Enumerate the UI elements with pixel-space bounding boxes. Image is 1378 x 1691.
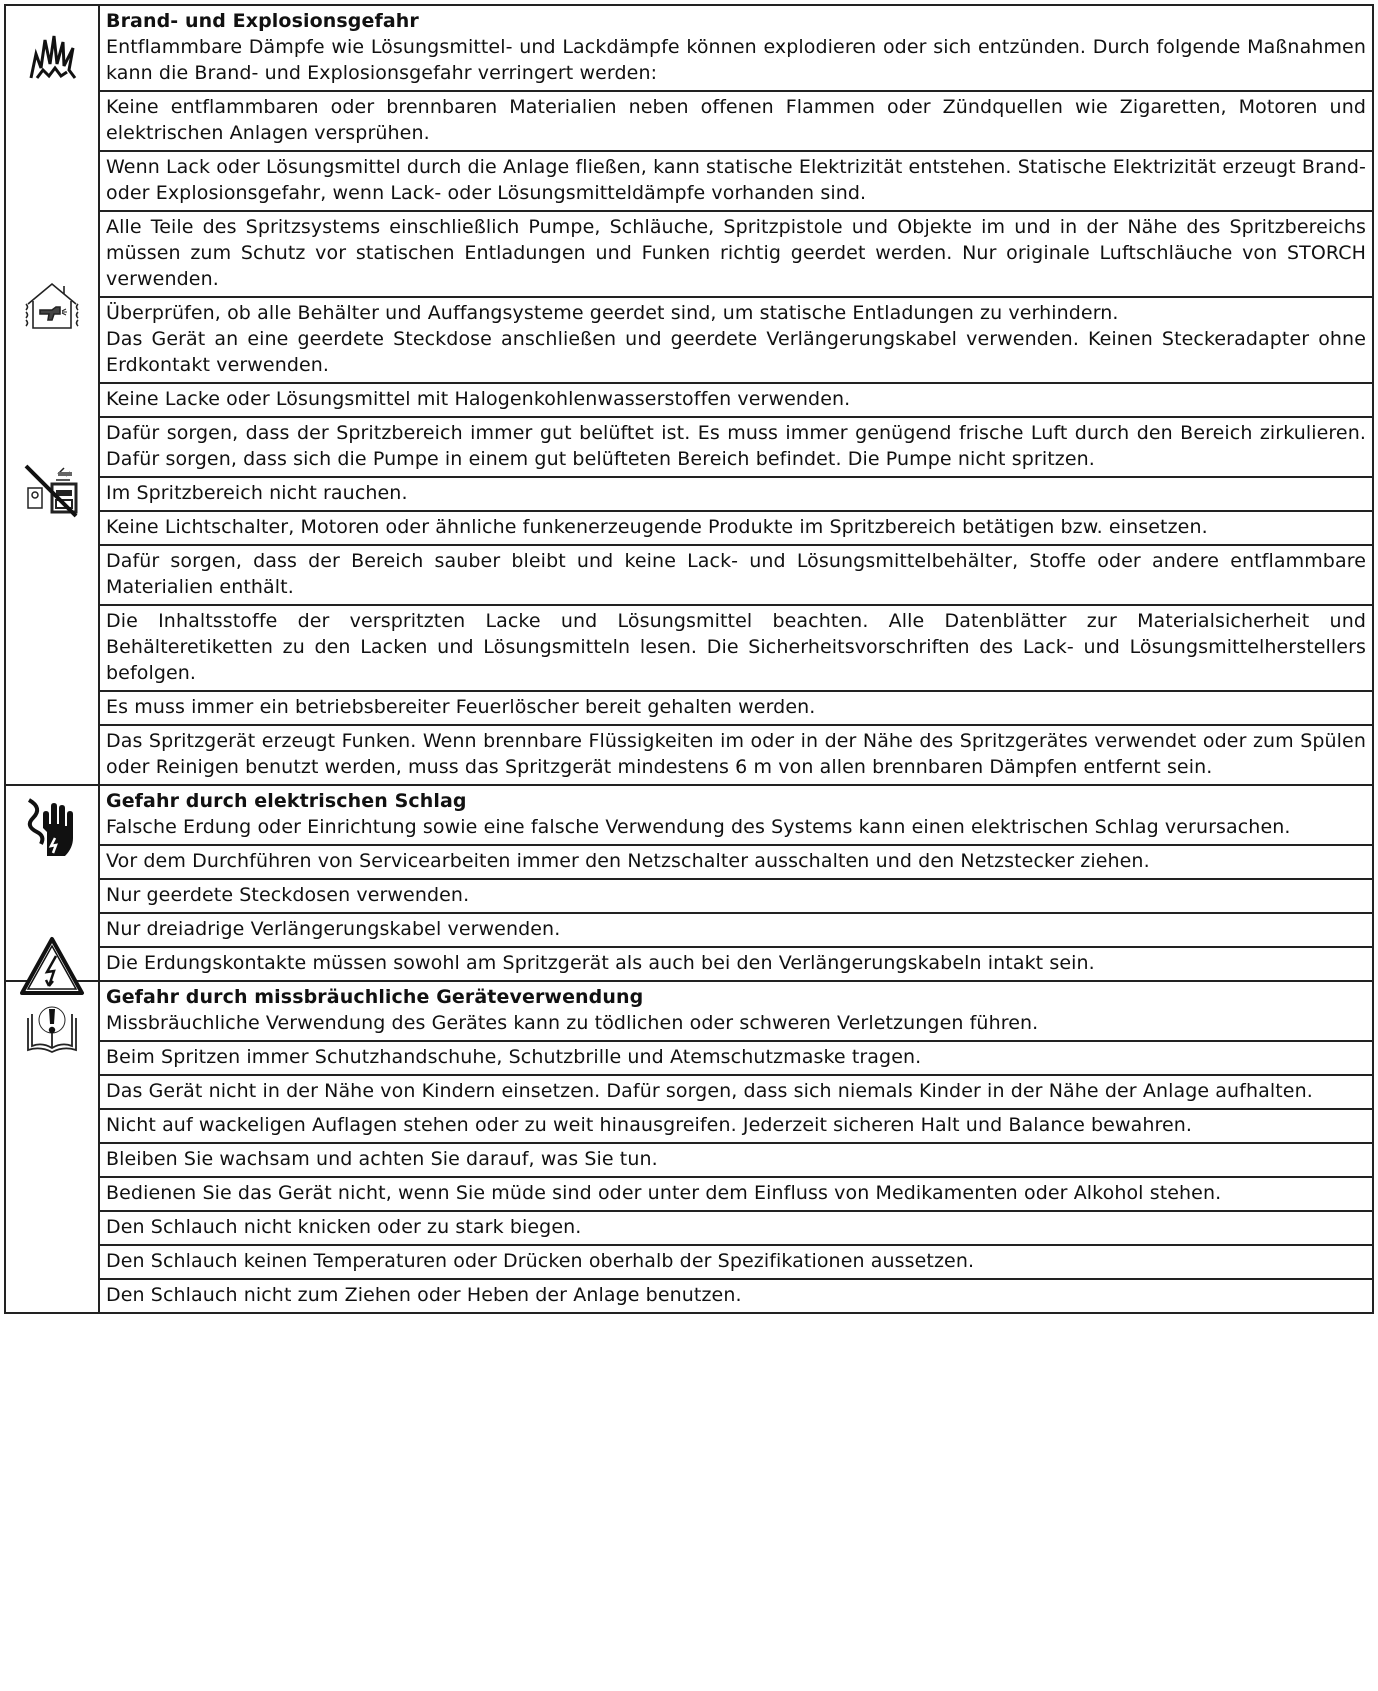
table-cell xyxy=(99,297,1373,383)
table-row xyxy=(5,879,1373,913)
explosion-icon xyxy=(27,34,77,80)
icon-column-electric xyxy=(5,785,99,981)
section-title-electric: Gefahr durch elektrischen Schlag xyxy=(106,790,467,812)
table-row xyxy=(5,1211,1373,1245)
table-cell: Die Erdungskontakte müssen sowohl am Spritzgerät als auch bei den Verlängerungskabeln intakt sein. xyxy=(99,947,1373,981)
safety-table xyxy=(4,4,1374,1314)
table-row xyxy=(5,5,1373,91)
table-row xyxy=(5,913,1373,947)
table-row xyxy=(5,691,1373,725)
section-header-electric xyxy=(99,785,1373,845)
table-cell: Im Spritzbereich nicht rauchen. xyxy=(99,477,1373,511)
house-spray-gun-icon xyxy=(24,280,80,332)
table-cell: Keine entflammbaren oder brennbaren Materialien neben offenen Flammen oder Zündquellen wie Zigaretten, Motoren und elektrischen Anlagen versprühen. xyxy=(99,91,1373,151)
read-manual-warning-icon xyxy=(24,1004,80,1056)
table-cell-line: Überprüfen, ob alle Behälter und Auffangsysteme geerdet sind, um statische Entladungen zu verhindern. xyxy=(106,302,1119,324)
table-cell: Dafür sorgen, dass der Bereich sauber bleibt und keine Lack- und Lösungsmittelbehälter, Stoffe oder andere entflammbare Materialien enthält. xyxy=(99,545,1373,605)
table-cell: Nicht auf wackeligen Auflagen stehen oder zu weit hinausgreifen. Jederzeit sicheren Halt und Balance bewahren. xyxy=(99,1109,1373,1143)
electric-shock-hand-icon xyxy=(25,798,79,858)
table-cell: Den Schlauch nicht knicken oder zu stark biegen. xyxy=(99,1211,1373,1245)
table-row xyxy=(5,545,1373,605)
table-cell: Dafür sorgen, dass der Spritzbereich immer gut belüftet ist. Es muss immer genügend frische Luft durch den Bereich zirkulieren. Dafür sorgen, dass sich die Pumpe in einem gut belüfteten Bereich befindet. Die Pumpe nicht spritzen. xyxy=(99,417,1373,477)
table-row xyxy=(5,1075,1373,1109)
table-row xyxy=(5,151,1373,211)
table-cell: Die Inhaltsstoffe der verspritzten Lacke und Lösungsmittel beachten. Alle Datenblätter zur Materialsicherheit und Behälteretiketten zu den Lacken und Lösungsmitteln lesen. Die Sicherheitsvorschriften des Lack- und Lösungsmittelherstellers befolgen. xyxy=(99,605,1373,691)
table-row xyxy=(5,785,1373,845)
section-intro-fire: Entflammbare Dämpfe wie Lösungsmittel- und Lackdämpfe können explodieren oder sich entzünden. Durch folgende Maßnahmen kann die Brand- und Explosionsgefahr verringert werden: xyxy=(106,36,1366,84)
table-row xyxy=(5,1279,1373,1313)
table-cell: Bleiben Sie wachsam und achten Sie darauf, was Sie tun. xyxy=(99,1143,1373,1177)
table-row xyxy=(5,383,1373,417)
table-cell: Keine Lacke oder Lösungsmittel mit Halogenkohlenwasserstoffen verwenden. xyxy=(99,383,1373,417)
table-cell: Nur dreiadrige Verlängerungskabel verwenden. xyxy=(99,913,1373,947)
table-cell: Es muss immer ein betriebsbereiter Feuerlöscher bereit gehalten werden. xyxy=(99,691,1373,725)
table-row xyxy=(5,947,1373,981)
table-row xyxy=(5,1245,1373,1279)
section-title-fire: Brand- und Explosionsgefahr xyxy=(106,10,419,32)
section-title-misuse: Gefahr durch missbräuchliche Geräteverwendung xyxy=(106,986,644,1008)
icon-column-misuse xyxy=(5,981,99,1313)
table-row xyxy=(5,417,1373,477)
section-intro-misuse: Missbräuchliche Verwendung des Gerätes kann zu tödlichen oder schweren Verletzungen führen. xyxy=(106,1012,1039,1034)
table-row xyxy=(5,845,1373,879)
table-cell: Beim Spritzen immer Schutzhandschuhe, Schutzbrille und Atemschutzmaske tragen. xyxy=(99,1041,1373,1075)
section-intro-electric: Falsche Erdung oder Einrichtung sowie eine falsche Verwendung des Systems kann einen elektrischen Schlag verursachen. xyxy=(106,816,1291,838)
icon-column-fire xyxy=(5,5,99,785)
table-cell: Den Schlauch keinen Temperaturen oder Drücken oberhalb der Spezifikationen aussetzen. xyxy=(99,1245,1373,1279)
table-cell: Nur geerdete Steckdosen verwenden. xyxy=(99,879,1373,913)
table-row xyxy=(5,1143,1373,1177)
no-spray-near-sparks-icon xyxy=(22,462,82,520)
table-cell: Das Gerät nicht in der Nähe von Kindern einsetzen. Dafür sorgen, dass sich niemals Kinder in der Nähe der Anlage aufhalten. xyxy=(99,1075,1373,1109)
table-row xyxy=(5,981,1373,1041)
table-row xyxy=(5,211,1373,297)
table-row xyxy=(5,511,1373,545)
table-row xyxy=(5,725,1373,785)
section-header-fire xyxy=(99,5,1373,91)
table-cell: Alle Teile des Spritzsystems einschließlich Pumpe, Schläuche, Spritzpistole und Objekte im und in der Nähe des Spritzbereichs müssen zum Schutz vor statischen Entladungen und Funken richtig geerdet werden. Nur originale Luftschläuche von STORCH verwenden. xyxy=(99,211,1373,297)
table-row xyxy=(5,1109,1373,1143)
table-cell: Bedienen Sie das Gerät nicht, wenn Sie müde sind oder unter dem Einfluss von Medikamenten oder Alkohol stehen. xyxy=(99,1177,1373,1211)
table-row xyxy=(5,605,1373,691)
table-cell: Vor dem Durchführen von Servicearbeiten immer den Netzschalter ausschalten und den Netzstecker ziehen. xyxy=(99,845,1373,879)
table-cell: Wenn Lack oder Lösungsmittel durch die Anlage fließen, kann statische Elektrizität entstehen. Statische Elektrizität erzeugt Brand- oder Explosionsgefahr, wenn Lack- oder Lösungsmitteldämpfe vorhanden sind. xyxy=(99,151,1373,211)
table-row xyxy=(5,1177,1373,1211)
table-row xyxy=(5,297,1373,383)
table-cell: Den Schlauch nicht zum Ziehen oder Heben der Anlage benutzen. xyxy=(99,1279,1373,1313)
table-cell: Das Spritzgerät erzeugt Funken. Wenn brennbare Flüssigkeiten im oder in der Nähe des Spritzgerätes verwendet oder zum Spülen oder Reinigen benutzt werden, muss das Spritzgerät mindestens 6 m von allen brennbaren Dämpfen entfernt sein. xyxy=(99,725,1373,785)
table-cell: Keine Lichtschalter, Motoren oder ähnliche funkenerzeugende Produkte im Spritzbereich betätigen bzw. einsetzen. xyxy=(99,511,1373,545)
table-row xyxy=(5,1041,1373,1075)
table-row xyxy=(5,477,1373,511)
table-cell-line: Das Gerät an eine geerdete Steckdose anschließen und geerdete Verlängerungskabel verwenden. Keinen Steckeradapter ohne Erdkontakt verwenden. xyxy=(106,328,1366,376)
table-row xyxy=(5,91,1373,151)
section-header-misuse xyxy=(99,981,1373,1041)
